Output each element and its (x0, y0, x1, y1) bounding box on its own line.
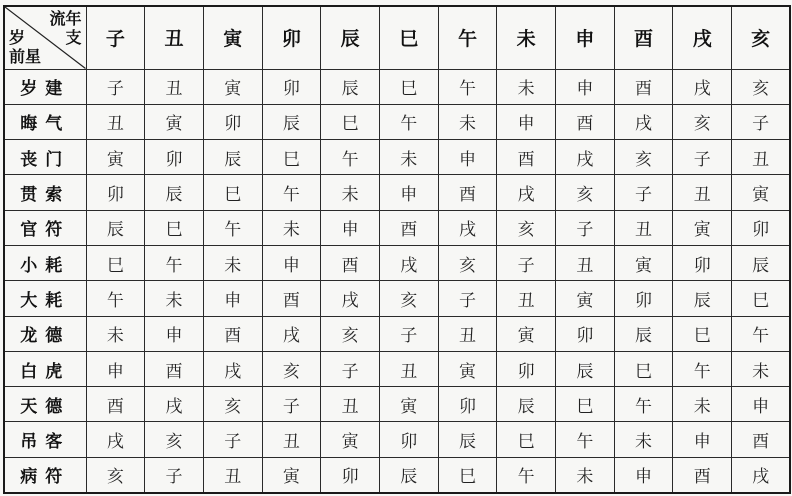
row-header-star: 吊客 (4, 422, 86, 457)
table-cell: 卯 (497, 351, 556, 386)
column-header: 申 (556, 6, 615, 69)
table-cell: 寅 (438, 351, 497, 386)
row-header-star: 岁建 (4, 69, 86, 104)
table-cell: 亥 (379, 281, 438, 316)
corner-label-zhi: 支 (65, 28, 82, 47)
table-row (4, 281, 790, 316)
table-cell: 酉 (86, 387, 145, 422)
table-cell: 丑 (262, 422, 321, 457)
table-row (4, 175, 790, 210)
table-cell: 寅 (614, 245, 673, 280)
table-cell: 辰 (262, 104, 321, 139)
table-cell: 申 (556, 69, 615, 104)
table-cell: 巳 (379, 69, 438, 104)
table-cell: 亥 (556, 175, 615, 210)
row-header-star: 丧门 (4, 140, 86, 175)
table-cell: 寅 (262, 457, 321, 492)
corner-header-cell (4, 6, 86, 69)
column-header: 寅 (203, 6, 262, 69)
table-cell: 辰 (145, 175, 204, 210)
table-cell: 亥 (203, 387, 262, 422)
table-cell: 卯 (321, 457, 380, 492)
table-cell: 午 (379, 104, 438, 139)
table-cell: 未 (203, 245, 262, 280)
table-cell: 辰 (438, 422, 497, 457)
table-cell: 戌 (86, 422, 145, 457)
column-header: 亥 (732, 6, 791, 69)
table-cell: 子 (145, 457, 204, 492)
table-cell: 亥 (497, 210, 556, 245)
table-cell: 戌 (497, 175, 556, 210)
column-header: 未 (497, 6, 556, 69)
table-cell: 戌 (145, 387, 204, 422)
column-header: 子 (86, 6, 145, 69)
table-cell: 丑 (203, 457, 262, 492)
table-cell: 申 (614, 457, 673, 492)
table-cell: 酉 (556, 104, 615, 139)
table-cell: 卯 (262, 69, 321, 104)
table-cell: 巳 (497, 422, 556, 457)
table-cell: 亥 (145, 422, 204, 457)
table-cell: 戌 (556, 140, 615, 175)
table-cell: 丑 (556, 245, 615, 280)
table-row (4, 210, 790, 245)
table-cell: 子 (262, 387, 321, 422)
table-cell: 戌 (379, 245, 438, 280)
table-cell: 未 (497, 69, 556, 104)
row-header-star: 病符 (4, 457, 86, 492)
sui-qian-xing-table (3, 5, 791, 494)
table-cell: 寅 (321, 422, 380, 457)
table-cell: 申 (379, 175, 438, 210)
table-cell: 亥 (86, 457, 145, 492)
table-cell: 辰 (497, 387, 556, 422)
column-header: 巳 (379, 6, 438, 69)
table-row (4, 387, 790, 422)
table-cell: 子 (321, 351, 380, 386)
table-cell: 午 (556, 422, 615, 457)
table-cell: 丑 (438, 316, 497, 351)
table-cell: 戌 (438, 210, 497, 245)
table-cell: 巳 (321, 104, 380, 139)
table-cell: 子 (497, 245, 556, 280)
row-header-star: 官符 (4, 210, 86, 245)
table-cell: 寅 (497, 316, 556, 351)
table-cell: 酉 (321, 245, 380, 280)
table-cell: 申 (438, 140, 497, 175)
table-cell: 卯 (86, 175, 145, 210)
table-cell: 辰 (379, 457, 438, 492)
table-cell: 午 (145, 245, 204, 280)
table-cell: 子 (614, 175, 673, 210)
header-row (4, 6, 790, 69)
corner-label-sui: 岁 (9, 28, 26, 47)
table-row (4, 140, 790, 175)
table-cell: 巳 (203, 175, 262, 210)
table-cell: 未 (673, 387, 732, 422)
corner-label-qianxing: 前星 (9, 46, 42, 66)
table-cell: 辰 (614, 316, 673, 351)
table-body (4, 69, 790, 493)
table-cell: 酉 (203, 316, 262, 351)
table-cell: 亥 (438, 245, 497, 280)
table-cell: 子 (673, 140, 732, 175)
row-header-star: 白虎 (4, 351, 86, 386)
table-cell: 戌 (203, 351, 262, 386)
row-header-star: 晦气 (4, 104, 86, 139)
row-header-star: 小耗 (4, 245, 86, 280)
table-cell: 丑 (673, 175, 732, 210)
table-cell: 丑 (614, 210, 673, 245)
table-cell: 申 (145, 316, 204, 351)
table-cell: 午 (321, 140, 380, 175)
table-cell: 午 (203, 210, 262, 245)
table-cell: 子 (556, 210, 615, 245)
table-cell: 巳 (732, 281, 791, 316)
table-cell: 戌 (321, 281, 380, 316)
table-cell: 巳 (673, 316, 732, 351)
table-cell: 亥 (321, 316, 380, 351)
table-cell: 卯 (145, 140, 204, 175)
table-cell: 申 (86, 351, 145, 386)
table-cell: 戌 (673, 69, 732, 104)
table-cell: 酉 (262, 281, 321, 316)
table-cell: 卯 (556, 316, 615, 351)
table-cell: 申 (732, 387, 791, 422)
table-cell: 亥 (732, 69, 791, 104)
table-cell: 寅 (86, 140, 145, 175)
table-cell: 丑 (145, 69, 204, 104)
table-cell: 丑 (321, 387, 380, 422)
table-cell: 申 (321, 210, 380, 245)
table-cell: 午 (497, 457, 556, 492)
table-cell: 午 (438, 69, 497, 104)
table-row (4, 104, 790, 139)
table-cell: 丑 (86, 104, 145, 139)
table-cell: 酉 (145, 351, 204, 386)
table-cell: 申 (497, 104, 556, 139)
table-cell: 午 (673, 351, 732, 386)
table-cell: 午 (86, 281, 145, 316)
table-cell: 寅 (732, 175, 791, 210)
column-header: 午 (438, 6, 497, 69)
table-row (4, 245, 790, 280)
table-cell: 子 (379, 316, 438, 351)
column-header: 卯 (262, 6, 321, 69)
table-cell: 辰 (556, 351, 615, 386)
column-header: 戌 (673, 6, 732, 69)
table-cell: 未 (321, 175, 380, 210)
table-cell: 未 (379, 140, 438, 175)
column-header: 丑 (145, 6, 204, 69)
table-cell: 酉 (614, 69, 673, 104)
table-row (4, 351, 790, 386)
table-cell: 巳 (556, 387, 615, 422)
table-cell: 辰 (732, 245, 791, 280)
table-cell: 巳 (145, 210, 204, 245)
table-cell: 未 (262, 210, 321, 245)
table-cell: 酉 (438, 175, 497, 210)
table-cell: 亥 (673, 104, 732, 139)
row-header-star: 贯索 (4, 175, 86, 210)
table-cell: 戌 (614, 104, 673, 139)
table-cell: 酉 (673, 457, 732, 492)
table-cell: 辰 (86, 210, 145, 245)
table-cell: 寅 (203, 69, 262, 104)
table-cell: 未 (732, 351, 791, 386)
table-cell: 未 (86, 316, 145, 351)
table-cell: 卯 (379, 422, 438, 457)
table-cell: 亥 (262, 351, 321, 386)
table-cell: 寅 (379, 387, 438, 422)
table-cell: 寅 (673, 210, 732, 245)
column-header: 酉 (614, 6, 673, 69)
table-cell: 丑 (732, 140, 791, 175)
table-cell: 卯 (732, 210, 791, 245)
table-cell: 酉 (379, 210, 438, 245)
table-cell: 巳 (614, 351, 673, 386)
table-cell: 寅 (556, 281, 615, 316)
table-cell: 午 (614, 387, 673, 422)
table-cell: 丑 (379, 351, 438, 386)
table-cell: 卯 (614, 281, 673, 316)
table-cell: 戌 (732, 457, 791, 492)
table-cell: 卯 (203, 104, 262, 139)
table-cell: 子 (203, 422, 262, 457)
corner-label-liunian: 流年 (49, 9, 82, 28)
table-cell: 未 (438, 104, 497, 139)
table-row (4, 422, 790, 457)
table-cell: 申 (203, 281, 262, 316)
table-cell: 未 (556, 457, 615, 492)
table-row (4, 457, 790, 492)
table-cell: 辰 (673, 281, 732, 316)
table-cell: 巳 (262, 140, 321, 175)
table-cell: 午 (262, 175, 321, 210)
table-cell: 卯 (438, 387, 497, 422)
table-cell: 巳 (86, 245, 145, 280)
table-cell: 子 (438, 281, 497, 316)
table-row (4, 69, 790, 104)
table-cell: 申 (262, 245, 321, 280)
column-header: 辰 (321, 6, 380, 69)
table-cell: 丑 (497, 281, 556, 316)
table-cell: 子 (86, 69, 145, 104)
table-cell: 未 (145, 281, 204, 316)
row-header-star: 大耗 (4, 281, 86, 316)
table-cell: 未 (614, 422, 673, 457)
table-cell: 卯 (673, 245, 732, 280)
table-cell: 戌 (262, 316, 321, 351)
table-cell: 申 (673, 422, 732, 457)
table-cell: 寅 (145, 104, 204, 139)
table-row (4, 316, 790, 351)
table-cell: 辰 (321, 69, 380, 104)
table-cell: 辰 (203, 140, 262, 175)
table-cell: 子 (732, 104, 791, 139)
table-cell: 酉 (732, 422, 791, 457)
table-cell: 亥 (614, 140, 673, 175)
table-cell: 酉 (497, 140, 556, 175)
table-cell: 巳 (438, 457, 497, 492)
row-header-star: 天德 (4, 387, 86, 422)
row-header-star: 龙德 (4, 316, 86, 351)
table-cell: 午 (732, 316, 791, 351)
